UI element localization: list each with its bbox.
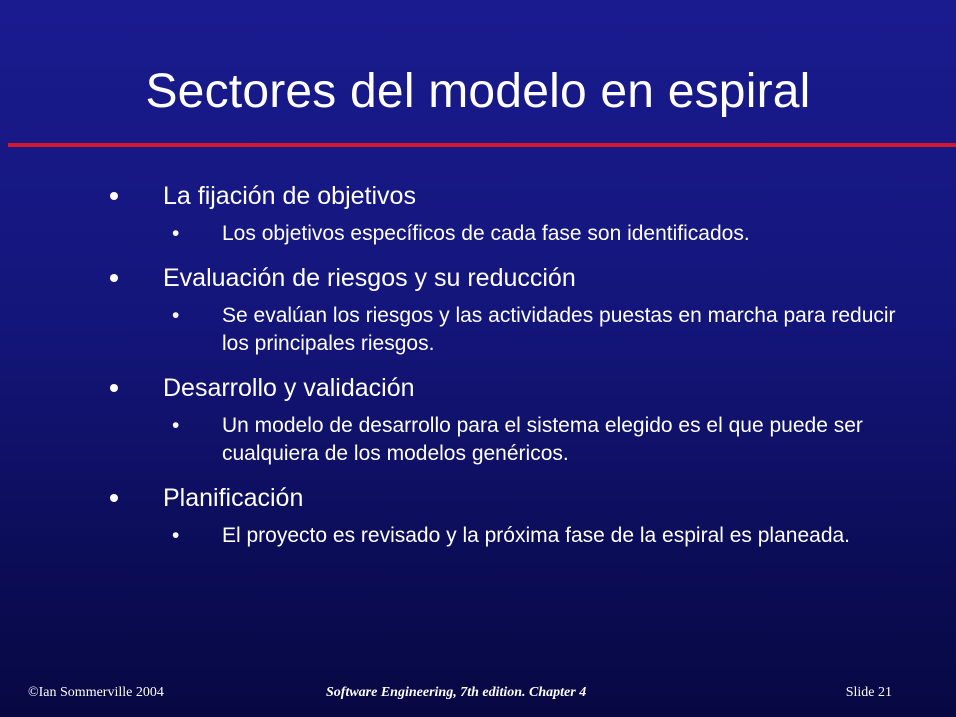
sub-bullet-icon: • (172, 304, 180, 327)
bullet-heading (163, 178, 956, 214)
bullet-detail (172, 412, 912, 468)
bullet-heading (163, 370, 956, 406)
bullet-detail (172, 302, 912, 358)
sub-bullet-icon: • (172, 524, 180, 547)
footer-slide-number: Slide 21 (845, 685, 892, 700)
list-item (0, 178, 956, 248)
bullet-heading-text: Planificación (163, 484, 304, 512)
round-bullet-icon (110, 192, 118, 200)
bullet-detail-text: Los objetivos específicos de cada fase son identificados. (222, 222, 750, 245)
slide-title: Sectores del modelo en espiral (145, 65, 811, 118)
bullet-detail-text: El proyecto es revisado y la próxima fase de la espiral es planeada. (222, 524, 851, 547)
round-bullet-icon (110, 494, 118, 502)
sub-bullet-icon: • (172, 414, 180, 437)
bullet-list (0, 178, 956, 562)
footer-book-title: Software Engineering, 7th edition. Chapter 4 (326, 685, 587, 700)
bullet-detail-text: Un modelo de desarrollo para el sistema elegido es el que puede ser cualquiera de los modelos genéricos. (222, 414, 863, 465)
round-bullet-icon (110, 274, 118, 282)
title-divider (8, 143, 956, 147)
list-item (0, 370, 956, 468)
footer-copyright: ©Ian Sommerville 2004 (28, 685, 164, 700)
sub-bullet-icon: • (172, 222, 180, 245)
bullet-detail (172, 522, 912, 550)
bullet-heading-text: Evaluación de riesgos y su reducción (163, 264, 576, 292)
round-bullet-icon (110, 384, 118, 392)
bullet-heading (163, 480, 956, 516)
bullet-heading (163, 260, 956, 296)
bullet-heading-text: La fijación de objetivos (163, 182, 416, 210)
list-item (0, 260, 956, 358)
list-item (0, 480, 956, 550)
bullet-heading-text: Desarrollo y validación (163, 374, 415, 402)
bullet-detail (172, 220, 912, 248)
bullet-detail-text: Se evalúan los riesgos y las actividades puestas en marcha para reducir los principales riesgos. (222, 304, 896, 355)
